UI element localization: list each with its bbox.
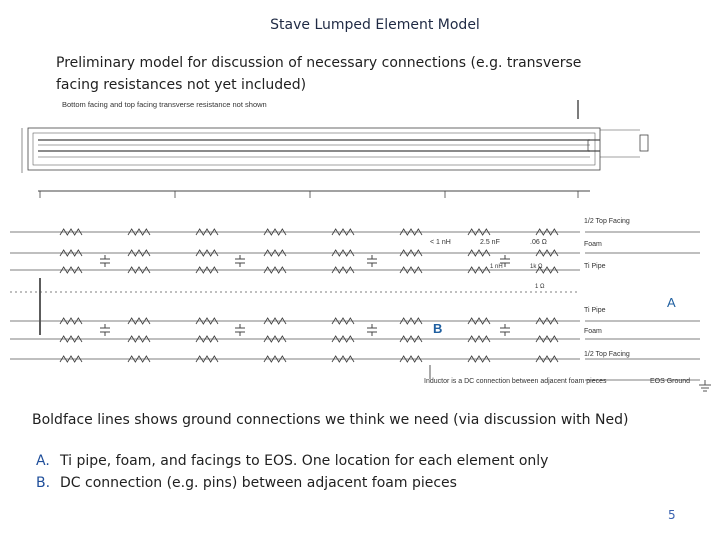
list-text-a: Ti pipe, foam, and facings to EOS. One location for each element only xyxy=(60,453,549,469)
label-resistance-1: 1 nH xyxy=(490,264,503,270)
capacitors xyxy=(100,255,510,336)
marker-a: A xyxy=(667,295,676,310)
layer-label-top-facing-lower: 1/2 Top Facing xyxy=(584,351,630,358)
bold-note: Boldface lines shows ground connections we think we need (via discussion with Ned) xyxy=(32,412,629,428)
capacitor-symbol xyxy=(235,255,245,267)
layer-label-foam-upper: Foam xyxy=(584,241,602,248)
layer-label-ti-pipe-upper: Ti Pipe xyxy=(584,263,606,270)
layer-label-ti-pipe-lower: Ti Pipe xyxy=(584,307,606,314)
stave-drawing xyxy=(22,100,648,198)
list-marker-a: A. xyxy=(36,453,50,469)
drawing-caption: Bottom facing and top facing transverse resistance not shown xyxy=(62,100,267,109)
capacitor-symbol xyxy=(367,324,377,336)
slide-subtitle: Preliminary model for discussion of necessary connections (e.g. transverse facing resistances not yet included) xyxy=(56,55,582,93)
resistors xyxy=(60,229,558,362)
lumped-element-diagram xyxy=(0,95,720,395)
list-item xyxy=(36,472,548,494)
capacitor-symbol xyxy=(100,255,110,267)
label-capacitance: 2.5 nF xyxy=(480,239,500,246)
capacitor-symbol xyxy=(100,324,110,336)
page-number: 5 xyxy=(668,508,676,522)
layer-label-foam-lower: Foam xyxy=(584,328,602,335)
label-inductance: < 1 nH xyxy=(430,239,451,246)
label-resistance-facing: .06 Ω xyxy=(530,239,547,246)
label-resistance-3: 1 Ω xyxy=(535,284,545,290)
list-marker-b: B. xyxy=(36,475,51,491)
eos-ground-label: EOS Ground xyxy=(650,378,691,385)
footnote: Inductor is a DC connection between adjacent foam pieces xyxy=(424,378,607,385)
capacitor-symbol xyxy=(235,324,245,336)
circuit-grid xyxy=(10,232,711,391)
slide-title: Stave Lumped Element Model xyxy=(270,17,480,33)
list-text-b: DC connection (e.g. pins) between adjacent foam pieces xyxy=(60,475,457,491)
list-item xyxy=(36,450,548,472)
marker-b: B xyxy=(433,321,443,336)
layer-label-top-facing-upper: 1/2 Top Facing xyxy=(584,218,630,225)
label-resistance-2: 1k Ω xyxy=(530,264,543,270)
connection-list xyxy=(36,450,548,494)
capacitor-symbol xyxy=(500,324,510,336)
capacitor-symbol xyxy=(367,255,377,267)
